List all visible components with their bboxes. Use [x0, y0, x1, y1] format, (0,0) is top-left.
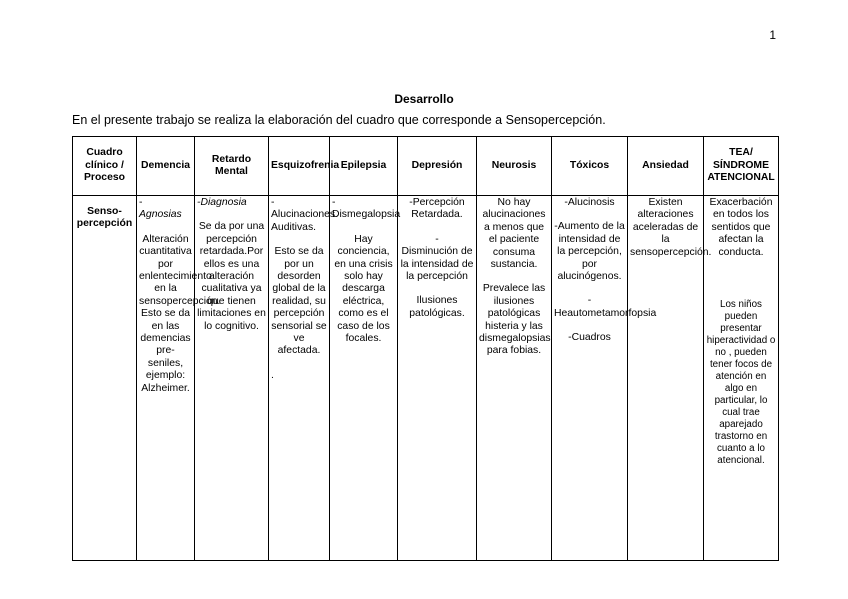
- header-neurosis: Neurosis: [477, 137, 552, 196]
- cell-ansiedad: [628, 196, 712, 561]
- demencia-body: Alteración cuantitativa por enlentecimiento en la sensopercepción. Esto se da en las demencias pre-seniles, ejemplo: Alzheimer.: [139, 233, 221, 394]
- cell-epilepsia: [330, 196, 401, 561]
- cell-retardo-mental: [195, 196, 269, 561]
- toxicos-p3: -: [587, 295, 592, 307]
- header-retardo-mental: Retardo Mental: [195, 137, 269, 196]
- header-toxicos: Tóxicos: [552, 137, 628, 196]
- header-tea: TEA/ SÍNDROME ATENCIONAL: [704, 137, 779, 196]
- tea-p2: Los niños pueden presentar hiperactividad o no , pueden tener focos de atención en algo en particular, lo cual trae aparejado trastorno en cuanto a lo atencional.: [706, 299, 776, 467]
- table-header-row: [73, 137, 779, 196]
- cell-depresion: [398, 196, 477, 561]
- epilepsia-p2: Hay conciencia, en una crisis solo hay descarga eléctrica, como es el caso de los focales.: [334, 233, 393, 345]
- toxicos-p1: -Alucinosis: [564, 197, 615, 208]
- page-number: 1: [769, 28, 776, 42]
- header-epilepsia: Epilepsia: [330, 137, 398, 196]
- cell-neurosis: [477, 196, 552, 561]
- toxicos-p5: -Cuadros: [568, 332, 611, 344]
- header-ansiedad: Ansiedad: [628, 137, 704, 196]
- intro-paragraph: En el presente trabajo se realiza la elaboración del cuadro que corresponde a Sensopercepción.: [72, 113, 606, 127]
- sensopercepcion-table: [72, 136, 779, 561]
- neurosis-p1: No hay alucinaciones a menos que el paciente consuma sustancia.: [482, 197, 546, 271]
- esquizofrenia-p3: .: [271, 369, 274, 381]
- toxicos-p4: Heautometamorfopsia: [554, 307, 657, 319]
- table-row: [73, 196, 779, 561]
- header-depresion: Depresión: [398, 137, 477, 196]
- cell-tea: [704, 196, 779, 561]
- demencia-lead: -: [139, 197, 143, 208]
- section-heading: Desarrollo: [394, 92, 454, 106]
- neurosis-p2: Prevalece las ilusiones patológicas histeria y las dismegalopsias para fobias.: [479, 283, 551, 357]
- cell-toxicos: [552, 196, 657, 561]
- header-esquizofrenia: Esquizofrenia: [269, 137, 330, 196]
- esquizofrenia-p2: Esto se da por un desorden global de la realidad, su percepción sensorial se ve afectada.: [271, 246, 327, 357]
- depresion-p3: Disminución de la intensidad de la percepción: [400, 246, 474, 283]
- cell-esquizofrenia: [269, 196, 336, 561]
- tea-p1: Exacerbación en todos los sentidos que afectan la conducta.: [709, 197, 773, 258]
- depresion-p4: Ilusiones patológicas.: [409, 295, 465, 319]
- retardo-body: Se da por una percepción retardada.Por ellos es una alteración cualitativa ya que tienen limitaciones en lo cognitivo.: [197, 221, 266, 332]
- header-cuadro-clinico: Cuadro clínico / Proceso: [73, 137, 137, 196]
- epilepsia-p1: Dismegalopsia: [332, 209, 401, 221]
- cell-demencia: [137, 196, 221, 561]
- epilepsia-lead: -: [332, 197, 336, 208]
- row-label-sensopercepcion: Senso-percepción: [73, 196, 137, 561]
- esquizofrenia-lead: -: [271, 197, 275, 208]
- retardo-title: -Diagnosia: [197, 197, 247, 208]
- depresion-p1: -Percepción Retardada.: [409, 197, 465, 221]
- esquizofrenia-p1: Alucinaciones Auditivas.: [271, 209, 336, 233]
- ansiedad-p1: Existen alteraciones aceleradas de la sensopercepción.: [630, 197, 712, 258]
- header-demencia: Demencia: [137, 137, 195, 196]
- depresion-p2: -: [435, 233, 439, 245]
- toxicos-p2: -Aumento de la intensidad de la percepción, por alucinógenos.: [554, 221, 625, 283]
- demencia-title: Agnosias: [139, 209, 182, 221]
